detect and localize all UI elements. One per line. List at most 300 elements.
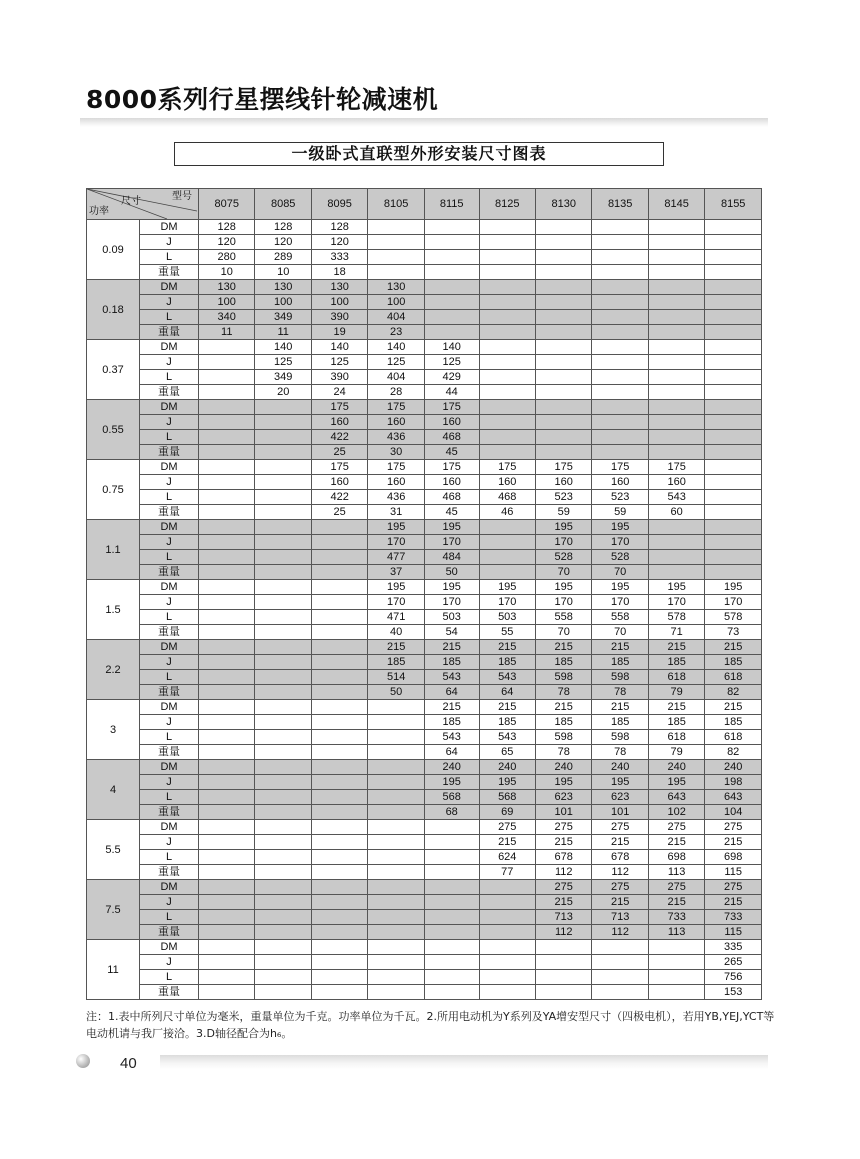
value-cell: 215 xyxy=(705,700,762,715)
dimension-label-cell: J xyxy=(140,955,199,970)
value-cell xyxy=(648,970,704,985)
footnote: 注：1.表中所列尺寸单位为毫米，重量单位为千克。功率单位为千瓦。2.所用电动机为Y系列及YA增安型尺寸（四极电机），若用YB,YEJ,YCT等电动机请与我厂接洽。3.D轴径配合为h₆。 xyxy=(86,1010,775,1040)
value-cell xyxy=(705,235,762,250)
dimension-label-cell: 重量 xyxy=(140,805,199,820)
dimension-label-cell: DM xyxy=(140,760,199,775)
value-cell xyxy=(255,625,311,640)
value-cell: 20 xyxy=(255,385,311,400)
value-cell xyxy=(255,520,311,535)
value-cell xyxy=(255,745,311,760)
value-cell xyxy=(648,415,704,430)
table-row xyxy=(87,820,762,835)
value-cell: 102 xyxy=(648,805,704,820)
dimension-label-cell: 重量 xyxy=(140,685,199,700)
value-cell xyxy=(199,355,255,370)
value-cell xyxy=(199,580,255,595)
value-cell xyxy=(648,265,704,280)
value-cell xyxy=(592,235,648,250)
power-cell: 1.1 xyxy=(87,520,140,580)
power-cell: 4 xyxy=(87,760,140,820)
value-cell xyxy=(311,595,367,610)
value-cell: 170 xyxy=(479,595,535,610)
value-cell: 185 xyxy=(535,715,591,730)
value-cell xyxy=(255,640,311,655)
value-cell xyxy=(479,535,535,550)
value-cell xyxy=(311,865,367,880)
value-cell: 678 xyxy=(535,850,591,865)
value-cell xyxy=(648,325,704,340)
table-row xyxy=(87,370,762,385)
value-cell: 115 xyxy=(705,865,762,880)
value-cell xyxy=(535,415,591,430)
dimension-label-cell: 重量 xyxy=(140,745,199,760)
table-row xyxy=(87,745,762,760)
value-cell: 618 xyxy=(648,730,704,745)
table-subtitle: 一级卧式直联型外形安装尺寸图表 xyxy=(174,142,664,166)
value-cell: 160 xyxy=(311,415,367,430)
dimension-label-cell: L xyxy=(140,970,199,985)
value-cell xyxy=(592,295,648,310)
value-cell xyxy=(424,895,479,910)
value-cell xyxy=(424,850,479,865)
value-cell: 624 xyxy=(479,850,535,865)
value-cell: 11 xyxy=(199,325,255,340)
value-cell xyxy=(648,295,704,310)
value-cell xyxy=(592,985,648,1000)
value-cell xyxy=(592,955,648,970)
value-cell xyxy=(479,940,535,955)
value-cell xyxy=(199,475,255,490)
value-cell: 240 xyxy=(424,760,479,775)
value-cell xyxy=(705,430,762,445)
value-cell xyxy=(535,385,591,400)
value-cell: 125 xyxy=(311,355,367,370)
value-cell xyxy=(199,730,255,745)
value-cell xyxy=(199,970,255,985)
dimension-label-cell: J xyxy=(140,595,199,610)
value-cell xyxy=(535,355,591,370)
value-cell xyxy=(424,820,479,835)
table-row xyxy=(87,595,762,610)
value-cell: 568 xyxy=(424,790,479,805)
value-cell: 160 xyxy=(311,475,367,490)
value-cell: 195 xyxy=(424,520,479,535)
value-cell: 275 xyxy=(479,820,535,835)
value-cell: 100 xyxy=(368,295,424,310)
value-cell xyxy=(479,265,535,280)
value-cell: 598 xyxy=(535,730,591,745)
value-cell xyxy=(705,475,762,490)
value-cell: 160 xyxy=(592,475,648,490)
value-cell: 59 xyxy=(592,505,648,520)
value-cell: 170 xyxy=(535,535,591,550)
value-cell: 195 xyxy=(479,775,535,790)
table-row xyxy=(87,505,762,520)
value-cell: 100 xyxy=(311,295,367,310)
value-cell: 503 xyxy=(424,610,479,625)
value-cell: 240 xyxy=(592,760,648,775)
value-cell: 698 xyxy=(705,850,762,865)
value-cell: 195 xyxy=(424,775,479,790)
value-cell: 68 xyxy=(424,805,479,820)
table-row xyxy=(87,295,762,310)
value-cell xyxy=(255,790,311,805)
value-cell xyxy=(535,220,591,235)
value-cell xyxy=(535,235,591,250)
model-header-8095: 8095 xyxy=(311,189,367,220)
value-cell: 598 xyxy=(535,670,591,685)
value-cell xyxy=(199,640,255,655)
table-row xyxy=(87,700,762,715)
value-cell: 275 xyxy=(648,880,704,895)
value-cell xyxy=(199,820,255,835)
table-row xyxy=(87,790,762,805)
value-cell: 195 xyxy=(535,580,591,595)
value-cell xyxy=(648,940,704,955)
value-cell xyxy=(479,280,535,295)
model-header-8125: 8125 xyxy=(479,189,535,220)
dimension-label-cell: J xyxy=(140,295,199,310)
value-cell xyxy=(705,535,762,550)
value-cell xyxy=(705,295,762,310)
model-header-8145: 8145 xyxy=(648,189,704,220)
table-row xyxy=(87,325,762,340)
value-cell xyxy=(311,895,367,910)
value-cell xyxy=(648,250,704,265)
value-cell: 195 xyxy=(368,580,424,595)
table-row xyxy=(87,835,762,850)
value-cell xyxy=(255,700,311,715)
value-cell: 112 xyxy=(592,865,648,880)
value-cell xyxy=(199,775,255,790)
table-row xyxy=(87,580,762,595)
dimension-label-cell: J xyxy=(140,895,199,910)
dimension-label-cell: 重量 xyxy=(140,985,199,1000)
value-cell xyxy=(592,445,648,460)
value-cell: 125 xyxy=(255,355,311,370)
value-cell: 643 xyxy=(705,790,762,805)
value-cell xyxy=(255,775,311,790)
dimension-label-cell: DM xyxy=(140,280,199,295)
value-cell xyxy=(424,280,479,295)
value-cell: 112 xyxy=(592,925,648,940)
value-cell xyxy=(479,445,535,460)
value-cell xyxy=(705,250,762,265)
value-cell xyxy=(592,340,648,355)
value-cell xyxy=(255,955,311,970)
value-cell: 185 xyxy=(368,655,424,670)
value-cell xyxy=(592,310,648,325)
value-cell xyxy=(199,370,255,385)
value-cell: 215 xyxy=(705,835,762,850)
value-cell xyxy=(479,355,535,370)
value-cell: 170 xyxy=(648,595,704,610)
value-cell xyxy=(368,745,424,760)
value-cell: 185 xyxy=(535,655,591,670)
value-cell xyxy=(535,250,591,265)
dimension-label-cell: 重量 xyxy=(140,325,199,340)
value-cell xyxy=(255,895,311,910)
value-cell xyxy=(424,925,479,940)
value-cell xyxy=(479,955,535,970)
value-cell: 618 xyxy=(648,670,704,685)
value-cell: 130 xyxy=(255,280,311,295)
table-row xyxy=(87,865,762,880)
value-cell: 215 xyxy=(592,700,648,715)
table-row xyxy=(87,925,762,940)
value-cell: 275 xyxy=(705,880,762,895)
value-cell: 50 xyxy=(368,685,424,700)
table-row xyxy=(87,625,762,640)
value-cell: 140 xyxy=(424,340,479,355)
value-cell: 275 xyxy=(648,820,704,835)
value-cell xyxy=(648,550,704,565)
value-cell xyxy=(479,550,535,565)
value-cell xyxy=(311,955,367,970)
page-number: 40 xyxy=(120,1055,137,1072)
value-cell: 45 xyxy=(424,505,479,520)
value-cell: 523 xyxy=(592,490,648,505)
value-cell xyxy=(199,745,255,760)
value-cell: 733 xyxy=(705,910,762,925)
table-row xyxy=(87,475,762,490)
dimension-label-cell: L xyxy=(140,430,199,445)
corner-power-label: 功率 xyxy=(89,206,109,217)
value-cell: 543 xyxy=(424,730,479,745)
table-row xyxy=(87,565,762,580)
table-row xyxy=(87,550,762,565)
value-cell: 713 xyxy=(592,910,648,925)
value-cell: 275 xyxy=(535,880,591,895)
table-row xyxy=(87,655,762,670)
value-cell xyxy=(311,910,367,925)
value-cell: 175 xyxy=(592,460,648,475)
value-cell xyxy=(311,730,367,745)
table-row xyxy=(87,415,762,430)
value-cell xyxy=(255,400,311,415)
table-row xyxy=(87,490,762,505)
value-cell xyxy=(368,820,424,835)
table-row xyxy=(87,970,762,985)
value-cell xyxy=(311,655,367,670)
table-row xyxy=(87,805,762,820)
value-cell xyxy=(311,835,367,850)
value-cell xyxy=(311,715,367,730)
value-cell xyxy=(255,820,311,835)
value-cell xyxy=(479,370,535,385)
value-cell: 598 xyxy=(592,730,648,745)
table-row xyxy=(87,910,762,925)
value-cell xyxy=(199,955,255,970)
table-body xyxy=(87,220,762,1000)
value-cell: 44 xyxy=(424,385,479,400)
dimension-label-cell: L xyxy=(140,370,199,385)
value-cell xyxy=(705,385,762,400)
value-cell: 125 xyxy=(368,355,424,370)
power-cell: 7.5 xyxy=(87,880,140,940)
value-cell: 333 xyxy=(311,250,367,265)
value-cell: 390 xyxy=(311,310,367,325)
value-cell xyxy=(199,985,255,1000)
value-cell: 77 xyxy=(479,865,535,880)
value-cell: 215 xyxy=(368,640,424,655)
value-cell xyxy=(705,280,762,295)
value-cell: 78 xyxy=(592,685,648,700)
value-cell: 175 xyxy=(368,400,424,415)
dimension-label-cell: 重量 xyxy=(140,265,199,280)
value-cell xyxy=(368,970,424,985)
table-row xyxy=(87,610,762,625)
value-cell xyxy=(255,970,311,985)
value-cell xyxy=(255,595,311,610)
value-cell xyxy=(255,415,311,430)
value-cell: 120 xyxy=(255,235,311,250)
value-cell xyxy=(705,400,762,415)
dimension-label-cell: L xyxy=(140,550,199,565)
value-cell xyxy=(368,250,424,265)
value-cell xyxy=(255,715,311,730)
model-header-8155: 8155 xyxy=(705,189,762,220)
value-cell xyxy=(199,670,255,685)
dimension-label-cell: DM xyxy=(140,820,199,835)
model-header-8135: 8135 xyxy=(592,189,648,220)
value-cell: 643 xyxy=(648,790,704,805)
value-cell xyxy=(311,970,367,985)
value-cell: 558 xyxy=(592,610,648,625)
value-cell: 82 xyxy=(705,745,762,760)
power-cell: 0.37 xyxy=(87,340,140,400)
value-cell xyxy=(479,295,535,310)
value-cell: 678 xyxy=(592,850,648,865)
value-cell xyxy=(479,565,535,580)
value-cell: 514 xyxy=(368,670,424,685)
value-cell xyxy=(705,550,762,565)
value-cell xyxy=(424,970,479,985)
power-cell: 11 xyxy=(87,940,140,1000)
value-cell: 275 xyxy=(535,820,591,835)
value-cell: 140 xyxy=(368,340,424,355)
value-cell: 185 xyxy=(424,715,479,730)
table-row xyxy=(87,220,762,235)
dimension-label-cell: J xyxy=(140,835,199,850)
value-cell xyxy=(255,490,311,505)
value-cell: 733 xyxy=(648,910,704,925)
value-cell xyxy=(199,400,255,415)
value-cell: 349 xyxy=(255,310,311,325)
model-header-8115: 8115 xyxy=(424,189,479,220)
value-cell xyxy=(368,715,424,730)
value-cell: 558 xyxy=(535,610,591,625)
value-cell: 175 xyxy=(311,400,367,415)
value-cell: 170 xyxy=(368,535,424,550)
value-cell xyxy=(199,805,255,820)
value-cell: 170 xyxy=(705,595,762,610)
value-cell: 185 xyxy=(705,655,762,670)
value-cell xyxy=(648,430,704,445)
value-cell xyxy=(479,220,535,235)
value-cell: 215 xyxy=(424,700,479,715)
power-cell: 3 xyxy=(87,700,140,760)
value-cell: 170 xyxy=(535,595,591,610)
value-cell: 70 xyxy=(592,565,648,580)
table-row xyxy=(87,775,762,790)
value-cell xyxy=(199,385,255,400)
value-cell: 195 xyxy=(705,580,762,595)
dimension-label-cell: L xyxy=(140,670,199,685)
dimension-label-cell: L xyxy=(140,790,199,805)
dimension-label-cell: J xyxy=(140,775,199,790)
power-cell: 0.55 xyxy=(87,400,140,460)
value-cell: 484 xyxy=(424,550,479,565)
value-cell xyxy=(255,460,311,475)
value-cell xyxy=(535,295,591,310)
dimension-label-cell: DM xyxy=(140,640,199,655)
value-cell: 404 xyxy=(368,370,424,385)
value-cell: 10 xyxy=(255,265,311,280)
value-cell xyxy=(199,535,255,550)
value-cell: 265 xyxy=(705,955,762,970)
dimension-label-cell: 重量 xyxy=(140,565,199,580)
value-cell xyxy=(255,910,311,925)
value-cell xyxy=(311,925,367,940)
value-cell xyxy=(199,610,255,625)
value-cell xyxy=(592,385,648,400)
value-cell xyxy=(479,430,535,445)
value-cell xyxy=(592,940,648,955)
value-cell xyxy=(479,340,535,355)
value-cell xyxy=(424,295,479,310)
dimension-label-cell: L xyxy=(140,490,199,505)
value-cell xyxy=(311,610,367,625)
value-cell xyxy=(424,310,479,325)
value-cell: 275 xyxy=(705,820,762,835)
power-cell: 0.75 xyxy=(87,460,140,520)
footer-rule xyxy=(160,1055,768,1069)
value-cell xyxy=(311,985,367,1000)
value-cell xyxy=(368,775,424,790)
dimension-label-cell: 重量 xyxy=(140,625,199,640)
dimension-label-cell: DM xyxy=(140,700,199,715)
value-cell xyxy=(311,700,367,715)
value-cell xyxy=(592,370,648,385)
value-cell: 54 xyxy=(424,625,479,640)
value-cell: 195 xyxy=(592,580,648,595)
value-cell: 70 xyxy=(535,625,591,640)
value-cell xyxy=(199,850,255,865)
value-cell xyxy=(311,760,367,775)
value-cell xyxy=(199,835,255,850)
value-cell: 543 xyxy=(479,670,535,685)
table-row xyxy=(87,250,762,265)
value-cell: 195 xyxy=(648,580,704,595)
value-cell: 185 xyxy=(424,655,479,670)
value-cell: 73 xyxy=(705,625,762,640)
value-cell xyxy=(535,340,591,355)
value-cell: 185 xyxy=(648,715,704,730)
value-cell xyxy=(255,550,311,565)
value-cell xyxy=(648,565,704,580)
value-cell: 112 xyxy=(535,865,591,880)
value-cell: 185 xyxy=(479,655,535,670)
value-cell: 101 xyxy=(592,805,648,820)
value-cell xyxy=(368,955,424,970)
value-cell xyxy=(705,460,762,475)
value-cell: 160 xyxy=(368,475,424,490)
value-cell xyxy=(648,445,704,460)
value-cell: 477 xyxy=(368,550,424,565)
value-cell: 175 xyxy=(424,400,479,415)
value-cell xyxy=(535,955,591,970)
